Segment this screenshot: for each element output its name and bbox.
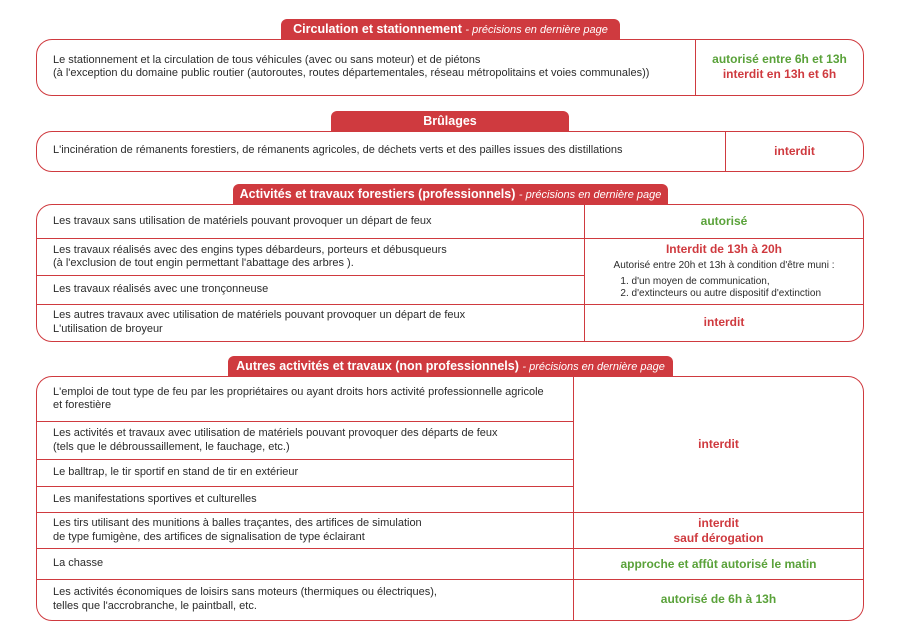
section-tab-circulation	[281, 19, 620, 39]
section-title: Activités et travaux forestiers (professionnels)	[239, 187, 516, 201]
status-allowed: autorisé entre 6h et 13h	[712, 52, 847, 66]
row-text-line: Les travaux réalisés avec des engins types débardeurs, porteurs et débusqueurs	[53, 243, 447, 256]
row-text-line: Le balltrap, le tir sportif en stand de tir en extérieur	[53, 466, 299, 479]
table-row	[37, 487, 573, 512]
condition-item: 2. d'extincteurs ou autre dispositif d'extinction	[632, 288, 835, 301]
status-forbidden: interdit	[703, 315, 745, 329]
row-text-line: (à l'exclusion de tout engin permettant l'abattage des arbres ).	[53, 257, 354, 269]
table-row	[37, 549, 573, 579]
row-text-line: Les tirs utilisant des munitions à balles traçantes, des artifices de simulation	[53, 517, 422, 529]
row-text-line: (tels que le débroussaillement, le fauchage, etc.)	[53, 440, 290, 453]
row-text-line: Les travaux réalisés avec une tronçonneuse	[53, 283, 269, 296]
status-cell	[574, 377, 863, 512]
row-text-line: La chasse	[53, 557, 104, 570]
section-tab-forestiers	[233, 184, 668, 204]
table-row	[37, 40, 695, 94]
status-cell	[574, 513, 863, 548]
row-text-line: et forestière	[53, 399, 112, 411]
status-cell	[574, 580, 863, 619]
status-cell	[585, 205, 863, 238]
section-note: - précisions en dernière page	[518, 189, 662, 201]
status-forbidden: interdit	[698, 437, 739, 451]
row-text-line: Les travaux sans utilisation de matériels pouvant provoquer un départ de feux	[53, 214, 432, 227]
status-forbidden: interdit en 13h et 6h	[722, 67, 837, 81]
status-forbidden: Interdit de 13h à 20h	[665, 242, 783, 257]
status-forbidden: interdit	[774, 143, 815, 158]
table-row	[37, 205, 584, 238]
conditions-intro: Autorisé entre 20h et 13h à condition d'être muni :	[613, 260, 835, 272]
row-text-line: Les manifestations sportives et culturelles	[53, 492, 257, 505]
section-box-brulages	[36, 131, 864, 172]
status-forbidden: interdit	[698, 515, 739, 530]
status-allowed: autorisé de 6h à 13h	[660, 592, 777, 606]
section-box-circulation	[36, 39, 864, 96]
row-text-line: L'utilisation de broyeur	[53, 322, 163, 335]
status-cell	[585, 305, 863, 340]
table-row	[37, 513, 573, 548]
section-note: - précisions en dernière page	[522, 361, 665, 373]
table-row	[37, 305, 584, 340]
table-row	[37, 276, 584, 304]
row-text-line: Le stationnement et la circulation de tous véhicules (avec ou sans moteur) et de piétons	[53, 53, 481, 66]
row-text-line: (à l'exception du domaine public routier (autoroutes, routes départementales, réseau métropolitains et voies communales))	[53, 67, 650, 79]
section-tab-autres	[228, 356, 673, 376]
section-title: Autres activités et travaux (non professionnels)	[236, 359, 519, 373]
status-conditions	[614, 260, 835, 301]
row-text-line: Les autres travaux avec utilisation de matériels pouvant provoquer un départ de feux	[53, 309, 466, 321]
row-text-line: telles que l'accrobranche, le paintball, etc.	[53, 599, 257, 612]
row-text-line: L'emploi de tout type de feu par les propriétaires ou ayant droits hors activité professionnelle agricole	[53, 385, 544, 398]
row-text-line: Les activités et travaux avec utilisation de matériels pouvant provoquer des départs de feux	[53, 427, 498, 439]
status-allowed: autorisé	[700, 214, 748, 228]
section-box-forestiers	[36, 204, 864, 342]
status-exception: sauf dérogation	[673, 530, 764, 545]
condition-item: 1. d'un moyen de communication,	[632, 276, 835, 289]
section-note: - précisions en dernière page	[465, 24, 608, 36]
row-text-line: de type fumigène, des artifices de signalisation de type éclairant	[53, 530, 365, 543]
status-allowed: approche et affût autorisé le matin	[620, 556, 817, 571]
section-title: Brûlages	[423, 114, 477, 128]
status-cell	[726, 132, 863, 170]
row-text-line: Les activités économiques de loisirs sans moteurs (thermiques ou électriques),	[53, 586, 437, 598]
status-cell	[574, 549, 863, 579]
section-box-autres	[36, 376, 864, 621]
table-row	[37, 132, 725, 170]
section-title: Circulation et stationnement	[293, 22, 462, 36]
table-row	[37, 239, 584, 275]
table-row	[37, 460, 573, 486]
status-cell	[585, 239, 863, 304]
table-row	[37, 377, 573, 421]
section-tab-brulages	[331, 111, 569, 131]
row-text-line: L'incinération de rémanents forestiers, de rémanents agricoles, de déchets verts et des pailles issues des distillations	[53, 144, 623, 157]
table-row	[37, 422, 573, 459]
table-row	[37, 580, 573, 619]
status-cell	[696, 40, 863, 94]
